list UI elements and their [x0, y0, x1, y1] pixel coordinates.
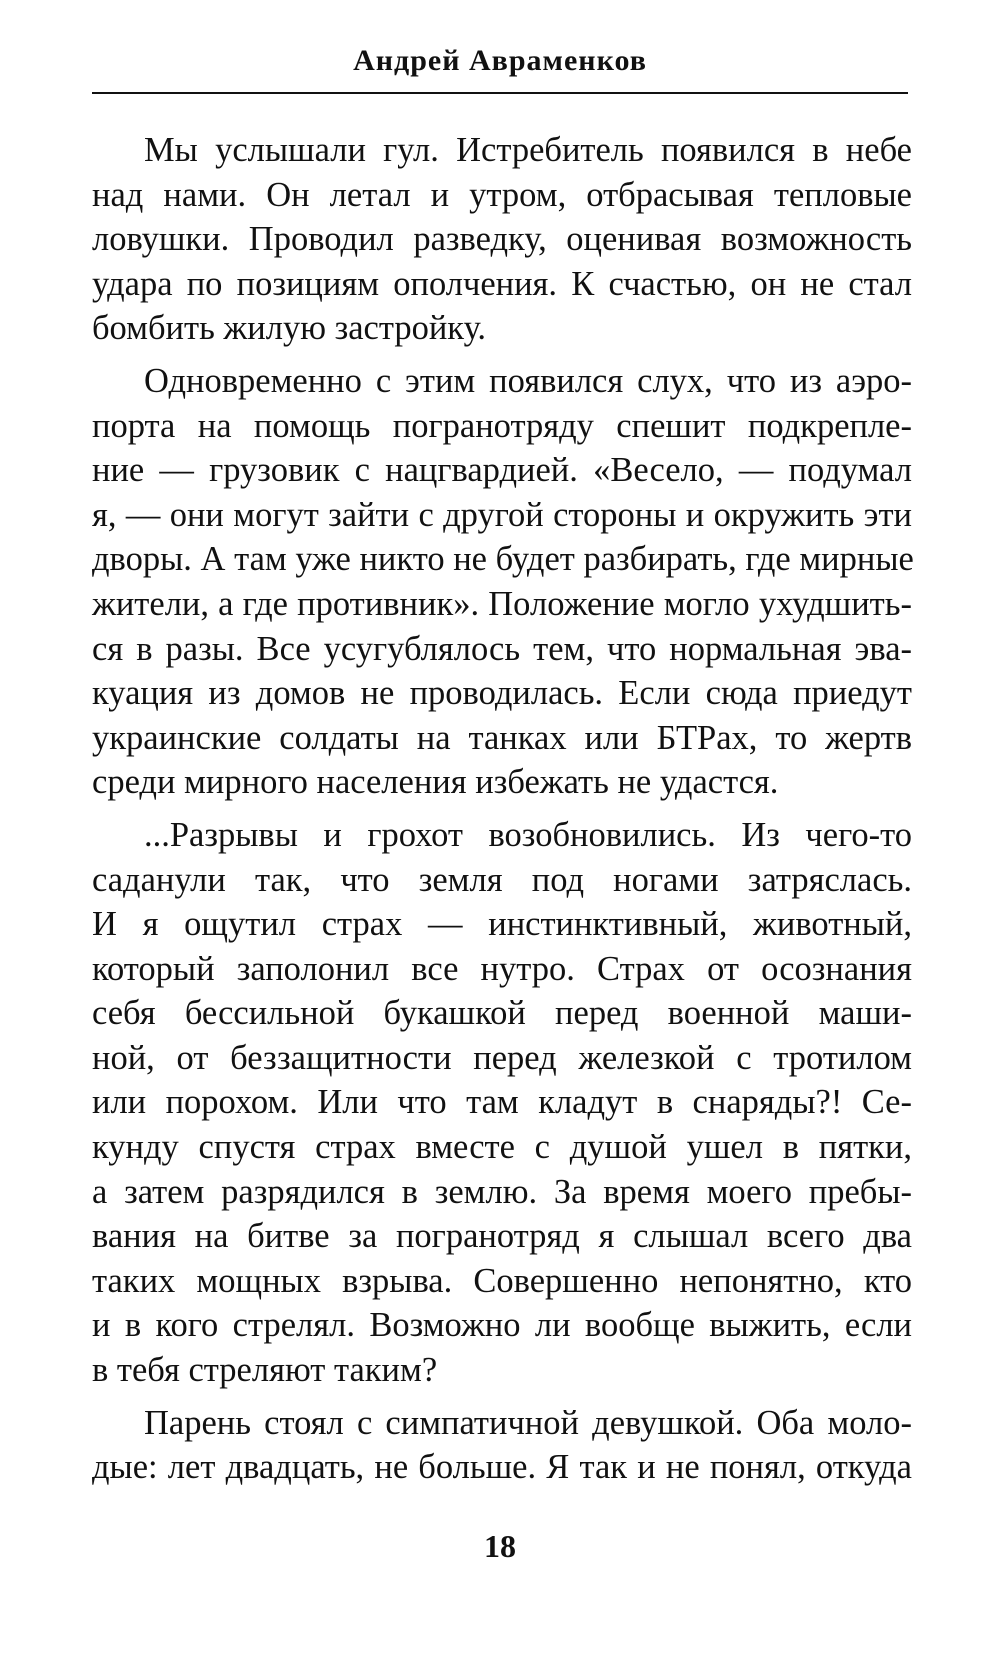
text-line: Мы услышали гул. Истребитель появился в небе [144, 131, 912, 169]
text-line: порта на помощь погранотряду спешит подкрепле- [92, 406, 912, 445]
text-line: дворы. А там уже никто не будет разбирать, где мирные [92, 540, 914, 579]
text-line: в тебя стреляют таким? [92, 1351, 438, 1390]
text-line: среди мирного населения избежать не удастся. [92, 763, 779, 802]
text-line: ной, от беззащитности перед железкой с тротилом [92, 1038, 912, 1077]
text-line: ние — грузовик с нацгвардией. «Весело, — подумал [92, 451, 912, 490]
page-number: 18 [484, 1528, 516, 1564]
text-line: таких мощных взрыва. Совершенно непонятно, кто [92, 1261, 912, 1300]
body-text [92, 128, 912, 1498]
paragraph [92, 813, 912, 1393]
paragraph [92, 359, 912, 805]
text-line: дые: лет двадцать, не больше. Я так и не понял, откуда [92, 1448, 912, 1487]
text-line: удара по позициям ополчения. К счастью, он не стал [92, 264, 912, 303]
paragraph [92, 128, 912, 351]
text-line: себя бессильной букашкой перед военной маши- [92, 994, 912, 1033]
text-line: а затем разрядился в землю. За время моего пребы- [92, 1172, 912, 1211]
running-head: Андрей Авраменков [353, 44, 647, 77]
text-line: украинские солдаты на танках или БТРах, то жертв [92, 718, 912, 757]
text-line: ...Разрывы и грохот возобновились. Из чего-то [144, 815, 912, 854]
text-line: над нами. Он летал и утром, отбрасывая тепловые [92, 175, 912, 214]
text-line: бомбить жилую застройку. [92, 309, 487, 348]
text-line: и в кого стрелял. Возможно ли вообще выжить, если [92, 1306, 912, 1345]
text-line: вания на битве за погранотряд я слышал всего два [92, 1217, 912, 1256]
text-line: или порохом. Или что там кладут в снаряды?! Се- [92, 1083, 912, 1122]
text-line: И я ощутил страх — инстинктивный, животный, [92, 905, 912, 944]
text-line: Одновременно с этим появился слух, что из аэро- [144, 361, 912, 400]
text-line: жители, а где противник». Положение могло ухудшить- [92, 584, 912, 623]
text-line: Парень стоял с симпатичной девушкой. Оба моло- [144, 1403, 912, 1442]
text-line: саданули так, что земля под ногами затряслась. [92, 860, 912, 899]
text-line: ловушки. Проводил разведку, оценивая возможность [92, 220, 912, 259]
text-line: кунду спустя страх вместе с душой ушел в пятки, [92, 1128, 912, 1167]
text-line: который заполонил все нутро. Страх от осознания [92, 949, 912, 988]
text-line: ся в разы. Все усугублялось тем, что нормальная эва- [92, 629, 912, 668]
header-rule [92, 92, 908, 94]
paragraph [92, 1401, 912, 1490]
text-line: куация из домов не проводилась. Если сюда приедут [92, 674, 912, 713]
text-line: я, — они могут зайти с другой стороны и окружить эти [92, 495, 912, 534]
